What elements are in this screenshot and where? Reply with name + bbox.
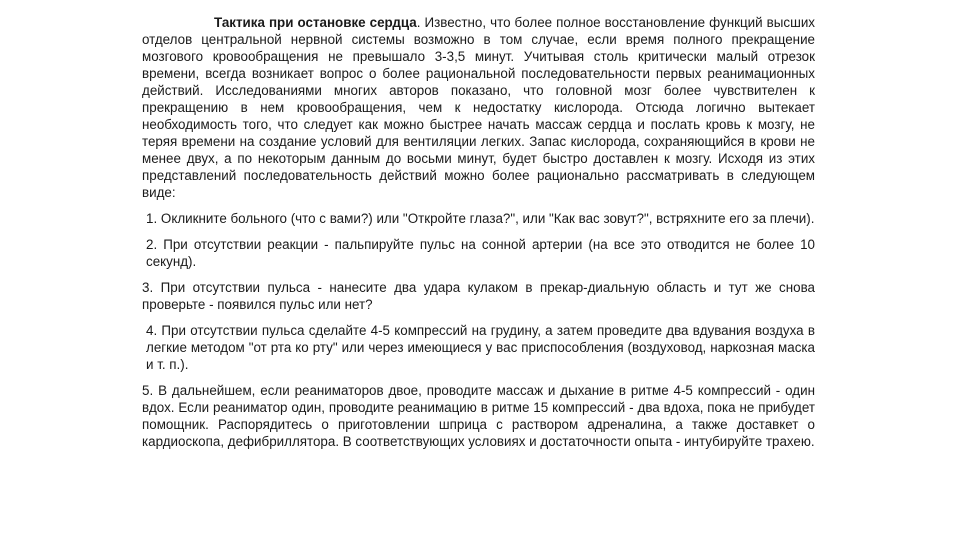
step-text: Окликните больного (что с вами?) или "Откройте глаза?", или "Как вас зовут?", встряхните его за плечи). (160, 211, 815, 226)
step-text: В дальнейшем, если реаниматоров двое, проводите массаж и дыхание в ритме 4-5 компрессий - один вдох. Если реаниматор один, проводите реанимацию в ритме 15 компрессий - два вдоха, пока не прибудет помощник. Распорядитесь о приготовлении шприца с раствором адреналина, а также доставкет о кардиоскопа, дефибриллятора. В соответствующих условиях и достаточности опыта - интубируйте трахею. (142, 383, 815, 449)
step-1 (142, 210, 815, 227)
step-number: 1. (146, 211, 158, 226)
step-4 (142, 322, 815, 373)
step-number: 2. (146, 237, 158, 252)
step-2 (142, 236, 815, 270)
step-3 (142, 279, 815, 313)
intro-text: Известно, что более полное восстановление функций высших отделов центральной нервной системы возможно в том случае, если время полного прекращение мозгового кровообращения не превышало 3-3,5 минут. Учитывая столь критически малый отрезок времени, всегда возникает вопрос о более рациональной последовательности первых реанимационных действий. Исследованиями многих авторов показано, что головной мозг более чувствителен к прекращению в нем кровообращения, чем к недостатку кислорода. Отсюда логично вытекает необходимость того, что следует как можно быстрее начать массаж сердца и послать кровь к мозгу, не теряя времени на создание условий для вентиляции легких. Запас кислорода, сохраняющийся в крови не менее двух, а по некоторым данным до восьми минут, будет быстро доставлен к мозгу. Исходя из этих представлений последовательность действий можно более рационально рассматривать в следующем виде: (142, 15, 815, 200)
step-5 (142, 382, 815, 450)
document-body (142, 14, 815, 459)
section-title: Тактика при остановке сердца (214, 15, 417, 30)
step-number: 3. (142, 280, 154, 295)
step-text: При отсутствии пульса сделайте 4-5 компрессий на грудину, а затем проведите два вдувания воздуха в легкие методом "от рта ко рту" или через имеющиеся у вас приспособления (воздуховод, наркозная маска и т. п.). (146, 323, 815, 372)
step-text: При отсутствии пульса - нанесите два удара кулаком в прекар-диальную область и тут же снова проверьте - появился пульс или нет? (142, 280, 815, 312)
intro-paragraph (142, 14, 815, 201)
step-number: 5. (142, 383, 154, 398)
step-number: 4. (146, 323, 158, 338)
step-text: При отсутствии реакции - пальпируйте пульс на сонной артерии (на все это отводится не более 10 секунд). (146, 237, 815, 269)
title-period: . (416, 15, 421, 30)
